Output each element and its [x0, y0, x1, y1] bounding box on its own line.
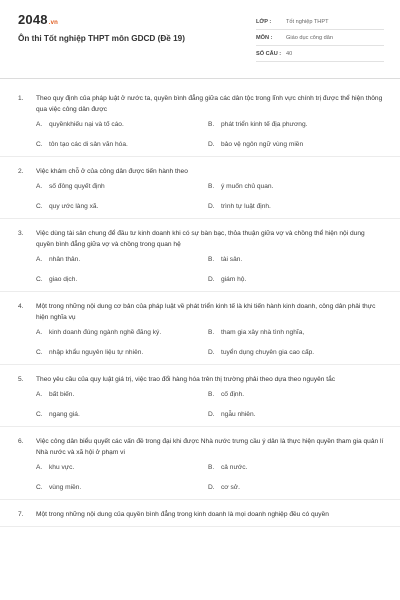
question-number: 2.: [18, 168, 24, 175]
option-letter: C.: [36, 141, 43, 148]
answer-option[interactable]: [208, 120, 368, 130]
question-list: [18, 79, 384, 527]
option-text: quy ước làng xã.: [49, 203, 99, 210]
meta-value: Tốt nghiệp THPT: [286, 18, 329, 25]
option-letter: B.: [208, 329, 215, 336]
option-text: ngang giá.: [49, 411, 80, 418]
header: [18, 12, 384, 72]
question-number: 7.: [18, 511, 24, 518]
answer-option[interactable]: [36, 140, 208, 150]
answer-option[interactable]: [36, 410, 208, 420]
option-text: tham gia xây nhà tình nghĩa,: [221, 329, 305, 336]
answer-options: [36, 255, 384, 285]
question-number: 3.: [18, 230, 24, 237]
option-text: giao dịch.: [49, 276, 78, 283]
question-item: [0, 219, 400, 292]
site-logo[interactable]: [18, 12, 228, 27]
option-text: phát triển kinh tế địa phương.: [221, 121, 308, 128]
answer-option[interactable]: [36, 182, 208, 192]
meta-key: MÔN :: [256, 34, 273, 41]
question-item: [0, 427, 400, 500]
answer-option[interactable]: [36, 120, 208, 130]
answer-option[interactable]: [208, 202, 368, 212]
answer-options: [36, 390, 384, 420]
option-letter: B.: [208, 183, 215, 190]
question-number: 5.: [18, 376, 24, 383]
option-text: ngẫu nhiên.: [221, 411, 256, 418]
question-text: Việc khám chỗ ở của công dân được tiến hành theo: [36, 168, 188, 175]
meta-value: 40: [286, 50, 293, 57]
option-letter: D.: [208, 203, 215, 210]
question-stem: [18, 166, 384, 177]
question-text: Một trong những nội dung cơ bản của pháp luật về phát triển kinh tế là khi tiến hành kinh doanh, công dân phải thực hiện nghĩa vụ: [36, 303, 376, 321]
answer-option[interactable]: [36, 275, 208, 285]
answer-option[interactable]: [36, 463, 208, 473]
option-letter: D.: [208, 349, 215, 356]
option-letter: B.: [208, 121, 215, 128]
answer-option[interactable]: [36, 390, 208, 400]
answer-option[interactable]: [36, 483, 208, 493]
exam-meta: [256, 14, 384, 72]
option-letter: C.: [36, 349, 43, 356]
exam-title: Ôn thi Tốt nghiệp THPT môn GDCD (Đề 19): [18, 34, 185, 43]
answer-option[interactable]: [208, 410, 368, 420]
logo-text: 2048: [18, 12, 48, 27]
option-letter: C.: [36, 276, 43, 283]
question-item: [0, 365, 400, 427]
option-letter: A.: [36, 121, 43, 128]
answer-option[interactable]: [208, 390, 368, 400]
question-stem: [18, 93, 384, 115]
logo-suffix: .vn: [48, 20, 59, 26]
option-text: ý muốn chủ quan.: [221, 183, 274, 190]
answer-option[interactable]: [208, 140, 368, 150]
option-text: vùng miền.: [49, 484, 82, 491]
option-text: cơ sở.: [221, 484, 240, 491]
answer-option[interactable]: [36, 255, 208, 265]
question-text: Theo quy định của pháp luật ở nước ta, quyền bình đẳng giữa các dân tộc trong lĩnh vực chính trị được thể hiện thông qua việc công dân được: [36, 95, 383, 113]
option-text: tài sản.: [221, 256, 243, 263]
option-letter: A.: [36, 183, 43, 190]
answer-option[interactable]: [208, 182, 368, 192]
option-letter: B.: [208, 464, 215, 471]
question-stem: [18, 301, 384, 323]
answer-options: [36, 120, 384, 150]
meta-row-class: [256, 14, 384, 30]
answer-option[interactable]: [208, 348, 368, 358]
option-text: số đông quyết định: [49, 183, 105, 190]
brand: [18, 12, 228, 72]
answer-options: [36, 182, 384, 212]
question-text: Việc dùng tài sản chung để đầu tư kinh doanh khi có sự bàn bạc, thỏa thuận giữa vợ và chồng thể hiện nội dung quyền bình đẳng giữa vợ và chồng trong quan hệ: [36, 230, 365, 248]
option-text: tôn tạo các di sản văn hóa.: [49, 141, 128, 148]
option-letter: A.: [36, 329, 43, 336]
question-item: [0, 292, 400, 365]
answer-options: [36, 463, 384, 493]
option-text: tuyển dụng chuyên gia cao cấp.: [221, 349, 315, 356]
meta-key: LỚP :: [256, 18, 272, 25]
answer-option[interactable]: [208, 328, 368, 338]
answer-option[interactable]: [208, 275, 368, 285]
option-letter: D.: [208, 484, 215, 491]
answer-option[interactable]: [208, 255, 368, 265]
option-letter: C.: [36, 203, 43, 210]
option-letter: C.: [36, 411, 43, 418]
option-text: quyềnkhiếu nại và tố cáo.: [49, 121, 124, 128]
question-item: [0, 157, 400, 219]
option-letter: D.: [208, 276, 215, 283]
option-letter: B.: [208, 256, 215, 263]
option-text: cố định.: [221, 391, 245, 398]
question-number: 4.: [18, 303, 24, 310]
option-text: kinh doanh đúng ngành nghề đăng ký.: [49, 329, 162, 336]
option-text: nhập khẩu nguyên liệu tự nhiên.: [49, 349, 144, 356]
answer-option[interactable]: [208, 463, 368, 473]
option-letter: A.: [36, 256, 43, 263]
option-letter: A.: [36, 464, 43, 471]
option-letter: D.: [208, 141, 215, 148]
question-text: Một trong những nội dung của quyền bình đẳng trong kinh doanh là mọi doanh nghiệp đều có quyền: [36, 511, 329, 518]
question-item: [0, 79, 400, 157]
answer-options: [36, 328, 384, 358]
option-text: bất biến.: [49, 391, 75, 398]
option-text: cả nước.: [221, 464, 248, 471]
option-letter: A.: [36, 391, 43, 398]
question-number: 1.: [18, 95, 24, 102]
question-item: [0, 500, 400, 527]
meta-value: Giáo dục công dân: [286, 34, 333, 41]
option-letter: C.: [36, 484, 43, 491]
answer-option[interactable]: [36, 348, 208, 358]
option-text: khu vực.: [49, 464, 75, 471]
option-text: giám hộ.: [221, 276, 247, 283]
meta-key: SỐ CÂU :: [256, 50, 282, 57]
option-text: bảo vệ ngôn ngữ vùng miền: [221, 141, 304, 148]
option-letter: B.: [208, 391, 215, 398]
question-number: 6.: [18, 438, 24, 445]
question-text: Việc công dân biểu quyết các vấn đề trong đại khi được Nhà nước trưng cầu ý dân là thực hiện quyền tham gia quản lí Nhà nước và xã hội ở phạm vi: [36, 438, 384, 456]
answer-option[interactable]: [208, 483, 368, 493]
question-stem: [18, 509, 384, 520]
answer-option[interactable]: [36, 328, 208, 338]
question-stem: [18, 228, 384, 250]
question-stem: [18, 436, 384, 458]
question-stem: [18, 374, 384, 385]
question-text: Theo yêu cầu của quy luật giá trị, việc trao đổi hàng hóa trên thị trường phải theo dựa theo nguyên tắc: [36, 376, 336, 383]
option-text: trình tự luật định.: [221, 203, 271, 210]
meta-row-count: [256, 46, 384, 62]
meta-row-subject: [256, 30, 384, 46]
option-text: nhân thân.: [49, 256, 81, 263]
answer-option[interactable]: [36, 202, 208, 212]
option-letter: D.: [208, 411, 215, 418]
